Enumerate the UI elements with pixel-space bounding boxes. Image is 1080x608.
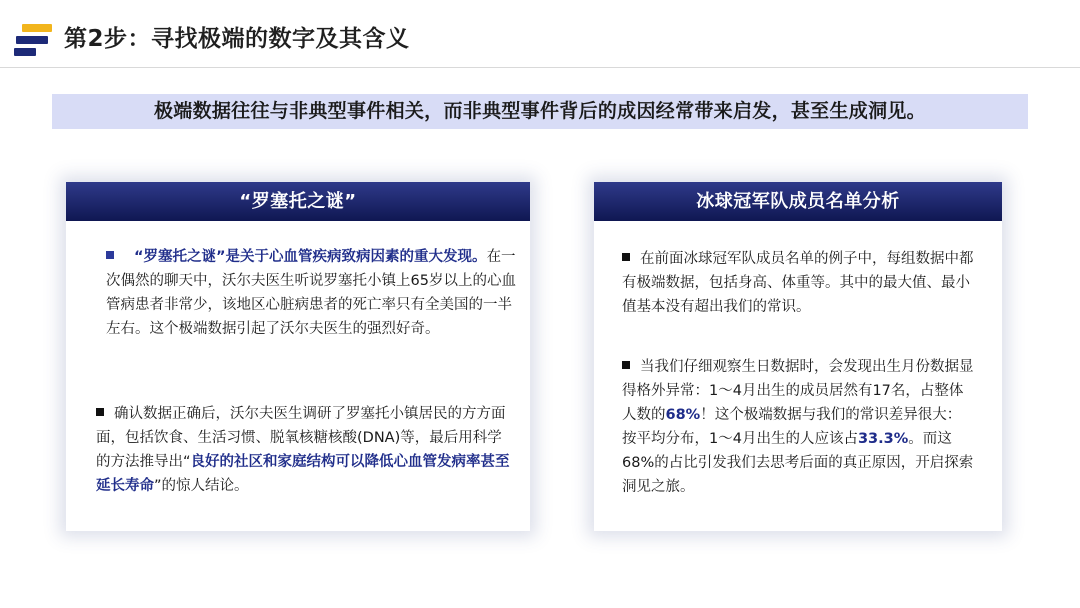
roseto-card (66, 182, 530, 531)
hockey-card (594, 182, 1002, 531)
logo-bar-yellow (22, 24, 52, 32)
hockey-birthday-text-3: 。而这68%的占比引发我们去思考后面的真正原因，开启探索洞见之旅。 (622, 431, 974, 495)
roseto-story-text: 在一次偶然的聊天中，沃尔夫医生听说罗塞托小镇上65岁以上的心血管病患者非常少，该地区心脏病患者的死亡率只有全美国的一半左右。这个极端数据引起了沃尔夫医生的强烈好奇。 (106, 249, 516, 337)
bullet-square-icon (96, 408, 104, 416)
logo-bar-navy-bottom (14, 48, 36, 56)
title-divider (0, 67, 1080, 68)
bullet-square-icon (622, 253, 630, 261)
roseto-paragraph-1 (106, 245, 516, 341)
hockey-card-title: 冰球冠军队成员名单分析 (594, 182, 1002, 221)
roseto-research-text: 确认数据正确后，沃尔夫医生调研了罗塞托小镇居民的方方面面，包括饮食、生活习惯、脱氧核糖核酸(DNA)等，最后用科学的方法推导出“ (96, 406, 506, 470)
bullet-square-icon (106, 251, 114, 259)
key-message-banner: 极端数据往往与非典型事件相关，而非典型事件背后的成因经常带来启发，甚至生成洞见。 (52, 94, 1028, 129)
hockey-birthday-text-1: 当我们仔细观察生日数据时，会发现出生月份数据显得格外异常：1～4月出生的成员居然有17名，占整体人数的 (622, 359, 974, 423)
page-title: 第2步：寻找极端的数字及其含义 (64, 26, 410, 52)
roseto-conclusion-highlight: 良好的社区和家庭结构可以降低心血管发病率甚至延长寿命 (96, 454, 510, 494)
hockey-birthday-text-2: ！这个极端数据与我们的常识差异很大：按平均分布，1～4月出生的人应该占 (622, 407, 962, 447)
roseto-card-title: “罗塞托之谜” (66, 182, 530, 221)
hockey-paragraph-1 (622, 247, 974, 319)
logo-bar-navy-middle (16, 36, 48, 44)
roseto-conclusion-suffix: ”的惊人结论。 (154, 478, 249, 494)
hockey-33-percent-highlight: 33.3% (857, 431, 909, 447)
roseto-paragraph-2 (96, 402, 516, 498)
hockey-68-percent-highlight: 68% (665, 407, 701, 423)
hockey-paragraph-2 (622, 355, 974, 499)
roseto-discovery-highlight: “罗塞托之谜”是关于心血管疾病致病因素的重大发现。 (134, 249, 487, 265)
hockey-extreme-data-text: 在前面冰球冠军队成员名单的例子中，每组数据中都有极端数据，包括身高、体重等。其中的最大值、最小值基本没有超出我们的常识。 (622, 251, 974, 315)
bullet-square-icon (622, 361, 630, 369)
brand-logo-icon (14, 24, 54, 58)
